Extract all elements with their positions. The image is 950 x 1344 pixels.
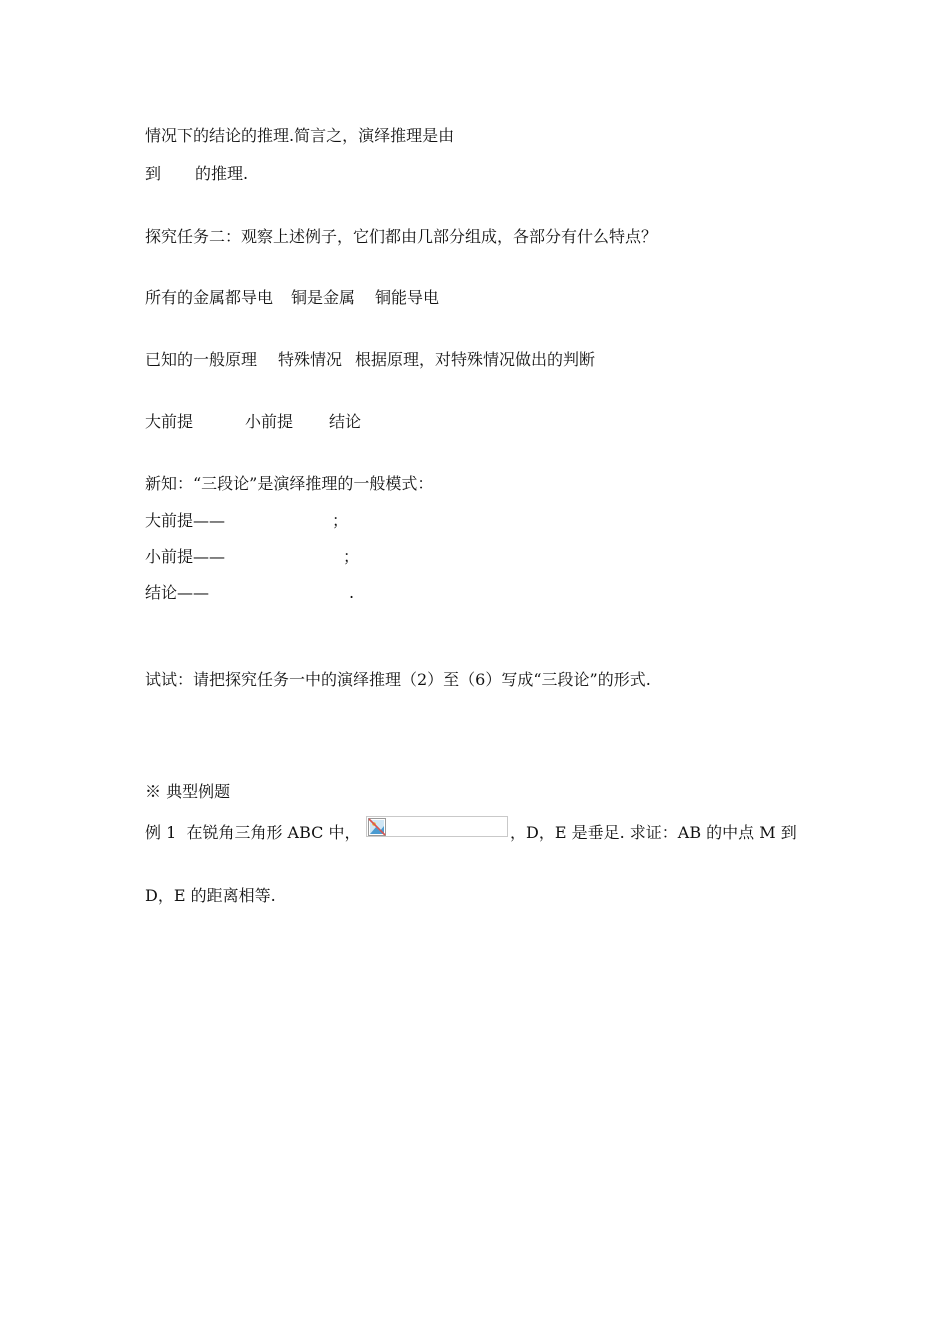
section-title: ※ 典型例题 [145, 782, 231, 801]
try-it-paragraph: 试试：请把探究任务一中的演绎推理（2）至（6）写成“三段论”的形式. [145, 670, 651, 689]
minor-premise-end: ； [343, 547, 360, 566]
paragraph-line-2-start: 到 [145, 164, 162, 183]
example-1-end: D，E 的距离相等. [145, 886, 276, 905]
example-major-premise: 所有的金属都导电 [145, 288, 274, 307]
desc-judgement: 根据原理，对特殊情况做出的判断 [355, 350, 596, 369]
major-premise-end: ； [332, 511, 349, 530]
desc-general-principle: 已知的一般原理 [145, 350, 258, 369]
paragraph-line-1: 情况下的结论的推理.简言之，演绎推理是由 [145, 126, 455, 145]
label-conclusion: 结论 [329, 412, 362, 431]
label-minor-premise: 小前提 [245, 412, 294, 431]
paragraph-line-2-end: 的推理. [195, 164, 249, 183]
minor-premise-label: 小前提—— [145, 547, 226, 566]
task-two-heading: 探究任务二：观察上述例子，它们都由几部分组成，各部分有什么特点？ [145, 227, 658, 246]
label-major-premise: 大前提 [145, 412, 194, 431]
new-knowledge-heading: 新知：“三段论”是演绎推理的一般模式： [145, 474, 434, 493]
conclusion-end: . [349, 583, 355, 602]
desc-special-case: 特殊情况 [278, 350, 343, 369]
broken-image-icon [368, 818, 386, 836]
conclusion-label: 结论—— [145, 583, 210, 602]
example-conclusion: 铜能导电 [375, 288, 440, 307]
inline-formula-image [366, 816, 508, 837]
example-1-start: 例 1 在锐角三角形 ABC 中， [145, 823, 361, 842]
example-minor-premise: 铜是金属 [291, 288, 356, 307]
example-1-continued: ，D，E 是垂足. 求证：AB 的中点 M 到 [510, 823, 797, 842]
major-premise-label: 大前提—— [145, 511, 226, 530]
